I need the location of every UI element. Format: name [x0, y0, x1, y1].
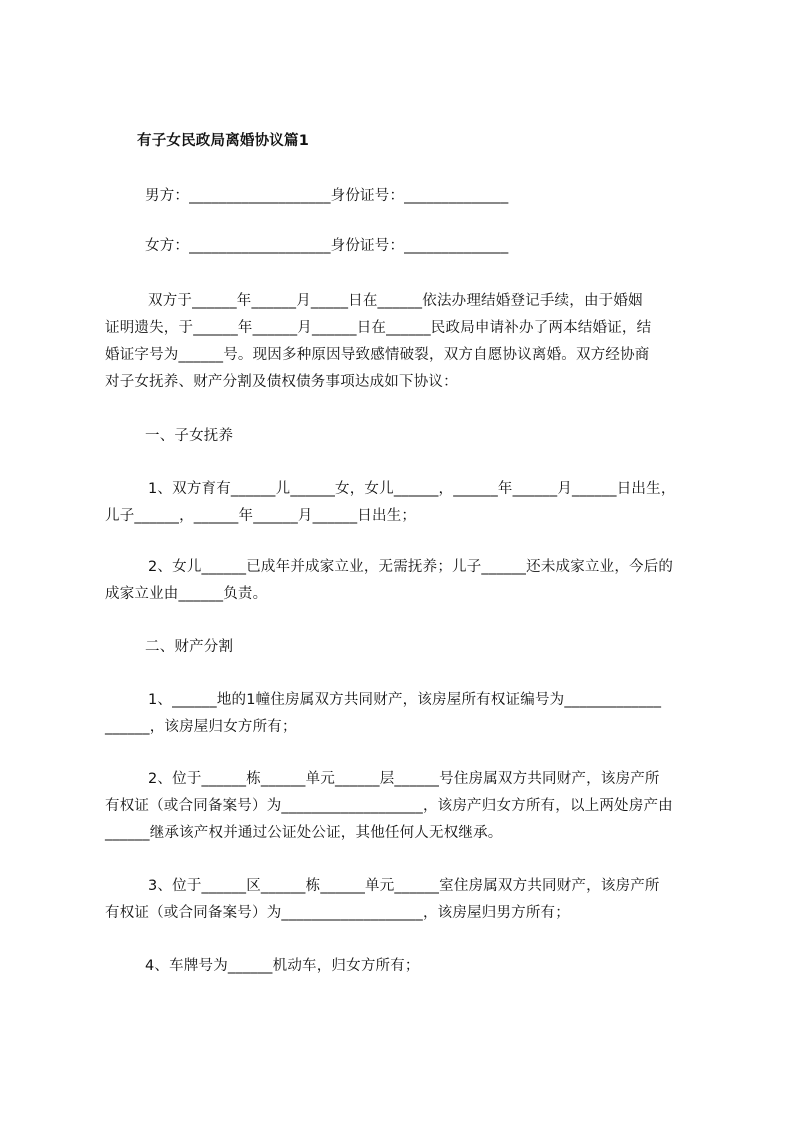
- item-2-2-line-2: 有权证（或合同备案号）为___________________，该房产归女方所有，以上两处房产由: [105, 798, 673, 814]
- item-2-1-line-1: 1、______地的1幢住房属双方共同财产，该房屋所有权证编号为_____________: [148, 692, 662, 708]
- item-1-1-line-1: 1、双方育有______儿______女，女儿______，______年______月______日出生，: [148, 481, 676, 497]
- document-title: 有子女民政局离婚协议篇1: [137, 133, 309, 149]
- intro-line-2: 证明遗失，于______年______月______日在______民政局申请补办了两本结婚证，结: [105, 320, 652, 336]
- intro-line-1: 双方于______年______月_____日在______依法办理结婚登记手续，由于婚姻: [148, 293, 643, 309]
- item-1-2-line-2: 成家立业由______负责。: [105, 586, 268, 602]
- intro-line-3: 婚证字号为______号。现因多种原因导致感情破裂，双方自愿协议离婚。双方经协商: [105, 347, 650, 363]
- item-1-1-line-2: 儿子______，______年______月______日出生；: [105, 508, 417, 524]
- item-2-1-line-2: ______，该房屋归女方所有；: [105, 719, 297, 735]
- item-1-2-line-1: 2、女儿______已成年并成家立业，无需抚养；儿子______还未成家立业，今后的: [148, 559, 674, 575]
- item-2-4-line: 4、车牌号为______机动车，归女方所有；: [145, 958, 420, 974]
- item-2-2-line-3: ______继承该产权并通过公证处公证，其他任何人无权继承。: [105, 825, 503, 841]
- section-heading-child-custody: 一、子女抚养: [145, 428, 234, 444]
- item-2-2-line-1: 2、位于______栋______单元______层______号住房属双方共同财产，该房产所: [148, 771, 660, 787]
- item-2-3-line-1: 3、位于______区______栋______单元______室住房属双方共同财产，该房产所: [148, 878, 660, 894]
- section-heading-property-division: 二、财产分割: [145, 639, 234, 655]
- man-info-line: 男方：___________________身份证号：______________: [145, 188, 509, 204]
- woman-info-line: 女方：___________________身份证号：______________: [145, 238, 509, 254]
- intro-line-4: 对子女抚养、财产分割及债权债务事项达成如下协议：: [105, 374, 458, 390]
- item-2-3-line-2: 有权证（或合同备案号）为___________________，该房屋归男方所有；: [105, 905, 570, 921]
